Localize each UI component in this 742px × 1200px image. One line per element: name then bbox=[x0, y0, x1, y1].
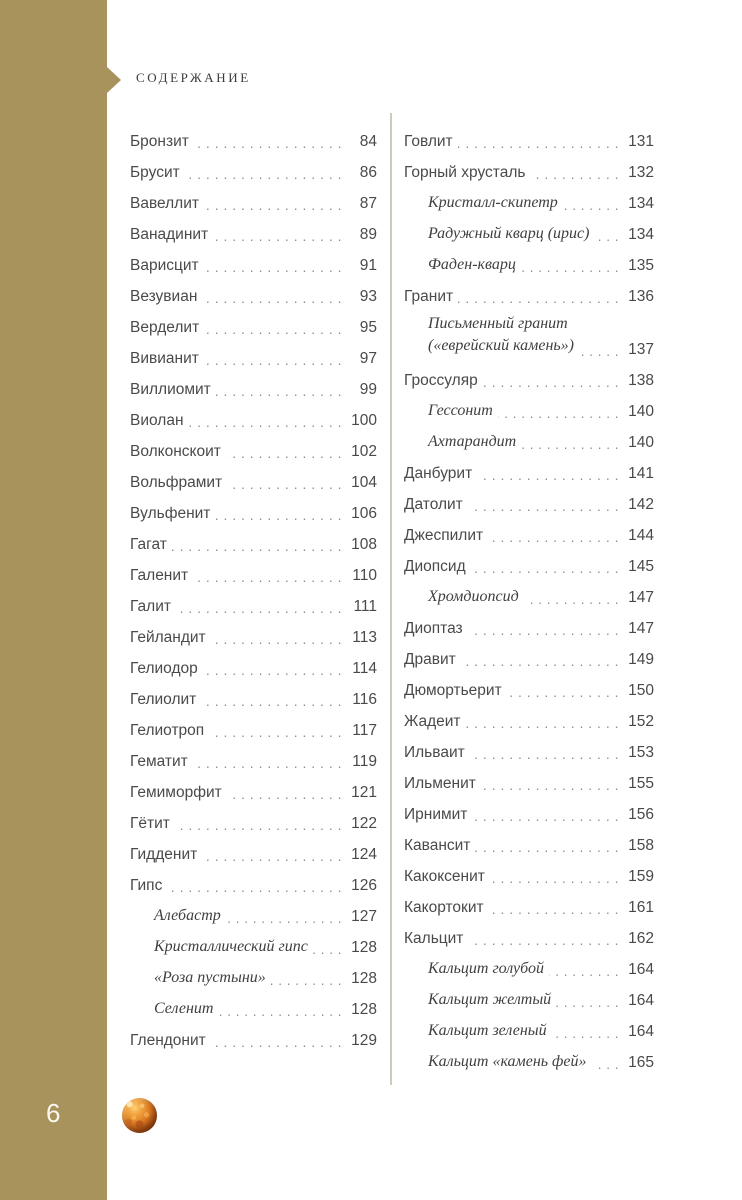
dot-leader bbox=[203, 660, 342, 676]
dot-leader bbox=[193, 753, 342, 769]
toc-entry-wrap bbox=[428, 313, 654, 357]
dot-leader bbox=[556, 992, 619, 1008]
toc-entry[interactable] bbox=[130, 521, 377, 552]
toc-entry-page: 104 bbox=[351, 473, 377, 491]
toc-entry[interactable] bbox=[404, 357, 654, 388]
toc-entry-page: 119 bbox=[352, 752, 377, 770]
toc-entry[interactable] bbox=[404, 118, 654, 149]
toc-entry-title: Гранит bbox=[404, 287, 454, 305]
dot-leader bbox=[189, 412, 342, 428]
toc-entry-title: «Роза пустыни» bbox=[154, 969, 266, 986]
dot-leader bbox=[202, 846, 342, 862]
toc-entry-page: 150 bbox=[628, 681, 654, 699]
toc-entry[interactable] bbox=[404, 977, 654, 1008]
toc-entry[interactable] bbox=[130, 552, 377, 583]
toc-entry-page: 124 bbox=[351, 845, 377, 863]
toc-entry-page: 106 bbox=[351, 504, 377, 522]
toc-entry[interactable] bbox=[404, 822, 654, 853]
toc-entry[interactable] bbox=[130, 490, 377, 521]
dot-leader bbox=[215, 505, 342, 521]
toc-entry[interactable] bbox=[130, 831, 377, 862]
dot-leader bbox=[176, 598, 342, 614]
dot-leader bbox=[470, 744, 619, 760]
toc-entry[interactable] bbox=[130, 955, 377, 986]
dot-leader bbox=[218, 1001, 342, 1017]
dot-leader bbox=[172, 536, 342, 552]
dot-leader bbox=[507, 682, 619, 698]
toc-entry[interactable] bbox=[130, 242, 377, 273]
toc-entry-page: 102 bbox=[351, 442, 377, 460]
column-divider bbox=[390, 113, 392, 1085]
toc-entry[interactable] bbox=[130, 614, 377, 645]
toc-entry-title: Вавеллит bbox=[130, 194, 199, 212]
toc-entry-page: 137 bbox=[628, 340, 654, 358]
toc-entry[interactable] bbox=[130, 924, 377, 955]
toc-entry-page: 164 bbox=[628, 991, 654, 1009]
toc-entry-page: 113 bbox=[352, 628, 377, 646]
toc-entry[interactable] bbox=[404, 419, 654, 450]
toc-entry-title: Какортокит bbox=[404, 898, 484, 916]
toc-entry-page: 149 bbox=[628, 650, 654, 668]
page-number: 6 bbox=[46, 1098, 61, 1128]
toc-entry[interactable] bbox=[130, 800, 377, 831]
dot-leader bbox=[552, 1023, 619, 1039]
toc-entry[interactable] bbox=[404, 273, 654, 304]
toc-entry[interactable] bbox=[130, 676, 377, 707]
toc-entry-title: Глендонит bbox=[130, 1031, 206, 1049]
toc-entry-page: 136 bbox=[628, 287, 654, 305]
dot-leader bbox=[202, 288, 342, 304]
toc-entry[interactable] bbox=[130, 986, 377, 1017]
toc-entry-title: Дравит bbox=[404, 650, 456, 668]
toc-entry-title: Гагат bbox=[130, 535, 167, 553]
dot-leader bbox=[209, 722, 342, 738]
toc-entry-title: Гелиодор bbox=[130, 659, 198, 677]
toc-entry[interactable] bbox=[130, 738, 377, 769]
toc-entry-page: 134 bbox=[628, 194, 654, 212]
toc-entry-title: Кавансит bbox=[404, 836, 471, 854]
toc-entry-page: 100 bbox=[351, 411, 377, 429]
toc-entry-page: 159 bbox=[628, 867, 654, 885]
toc-entry-page: 147 bbox=[628, 619, 654, 637]
toc-entry-title: Горный хрусталь bbox=[404, 163, 526, 181]
toc-entry[interactable] bbox=[130, 397, 377, 428]
toc-entry-line2 bbox=[428, 335, 654, 357]
dot-leader bbox=[226, 908, 342, 924]
toc-entry[interactable] bbox=[404, 915, 654, 946]
dot-leader bbox=[475, 837, 619, 853]
toc-entry-title: Гелиотроп bbox=[130, 721, 205, 739]
dot-leader bbox=[271, 970, 342, 986]
dot-leader bbox=[194, 133, 342, 149]
toc-entry-page: 145 bbox=[628, 557, 654, 575]
dot-leader bbox=[204, 350, 342, 366]
toc-entry[interactable] bbox=[130, 1017, 377, 1048]
toc-entry-page: 161 bbox=[628, 898, 654, 916]
toc-entry-title: Виллиомит bbox=[130, 380, 211, 398]
toc-entry-page: 111 bbox=[353, 597, 377, 615]
toc-entry-page: 156 bbox=[628, 805, 654, 823]
toc-entry-title: Алебастр bbox=[154, 907, 221, 924]
toc-entry-title: Какоксенит bbox=[404, 867, 485, 885]
toc-entry-title: Датолит bbox=[404, 495, 463, 513]
toc-entry-title: Гётит bbox=[130, 814, 170, 832]
toc-entry-page: 153 bbox=[628, 743, 654, 761]
toc-entry-page: 152 bbox=[628, 712, 654, 730]
toc-entry-page: 128 bbox=[351, 938, 377, 956]
dot-leader bbox=[213, 226, 342, 242]
toc-entry-page: 97 bbox=[359, 349, 377, 367]
toc-entry[interactable] bbox=[404, 1039, 654, 1070]
toc-entry-title: Диоптаз bbox=[404, 619, 463, 637]
toc-entry-title: Гессонит bbox=[428, 402, 493, 419]
toc-entry[interactable] bbox=[404, 636, 654, 667]
toc-entry[interactable] bbox=[130, 862, 377, 893]
toc-entry-title: Письменный гранит bbox=[428, 314, 568, 332]
toc-entry-title-continued: («еврейский камень») bbox=[428, 336, 575, 354]
toc-entry[interactable] bbox=[404, 853, 654, 884]
toc-entry-title: Данбурит bbox=[404, 464, 473, 482]
toc-entry-title: Ахтарандит bbox=[428, 433, 517, 450]
toc-entry[interactable] bbox=[130, 459, 377, 490]
toc-entry-title: Гидденит bbox=[130, 845, 198, 863]
dot-leader bbox=[468, 930, 619, 946]
toc-entry-title: Галит bbox=[130, 597, 171, 615]
toc-entry-title: Кальцит зеленый bbox=[428, 1022, 547, 1039]
dot-leader bbox=[204, 195, 342, 211]
toc-entry-title: Ильваит bbox=[404, 743, 465, 761]
toc-entry[interactable] bbox=[404, 180, 654, 211]
dot-leader bbox=[204, 257, 342, 273]
toc-entry-title: Кристалл-скипетр bbox=[428, 194, 558, 211]
toc-entry[interactable] bbox=[404, 884, 654, 915]
toc-entry[interactable] bbox=[404, 512, 654, 543]
toc-entry-page: 127 bbox=[351, 907, 377, 925]
toc-entry-title: Вивианит bbox=[130, 349, 199, 367]
toc-entry[interactable] bbox=[130, 180, 377, 211]
toc-entry-title: Везувиан bbox=[130, 287, 198, 305]
toc-entry-title: Селенит bbox=[154, 1000, 214, 1017]
dot-leader bbox=[201, 691, 342, 707]
dot-leader bbox=[211, 1032, 342, 1048]
dot-leader bbox=[216, 381, 342, 397]
dot-leader bbox=[594, 226, 619, 242]
toc-entry[interactable] bbox=[130, 583, 377, 614]
toc-entry-page: 135 bbox=[628, 256, 654, 274]
toc-column-right bbox=[404, 118, 654, 1070]
toc-entry[interactable] bbox=[404, 149, 654, 180]
toc-entry-title: Говлит bbox=[404, 132, 453, 150]
toc-entry-title: Джеспилит bbox=[404, 526, 484, 544]
dot-leader bbox=[185, 164, 342, 180]
dot-leader bbox=[483, 372, 619, 388]
toc-entry-title: Брусит bbox=[130, 163, 180, 181]
toc-entry-page: 84 bbox=[359, 132, 377, 150]
dot-leader bbox=[468, 620, 619, 636]
dot-leader bbox=[167, 877, 342, 893]
toc-entry[interactable] bbox=[404, 791, 654, 822]
dot-leader bbox=[524, 589, 619, 605]
toc-entry-title: Фаден-кварц bbox=[428, 256, 516, 273]
toc-entry[interactable] bbox=[404, 729, 654, 760]
toc-entry-title: Дюмортьерит bbox=[404, 681, 502, 699]
dot-leader bbox=[592, 1054, 619, 1070]
toc-entry-page: 162 bbox=[628, 929, 654, 947]
dot-leader bbox=[488, 527, 619, 543]
toc-entry-title: Виолан bbox=[130, 411, 184, 429]
dot-leader bbox=[521, 434, 619, 450]
toc-entry-page: 126 bbox=[351, 876, 377, 894]
toc-entry-page: 132 bbox=[628, 163, 654, 181]
toc-entry[interactable] bbox=[404, 481, 654, 512]
toc-entry-title: Гелиолит bbox=[130, 690, 197, 708]
toc-entry-page: 116 bbox=[352, 690, 377, 708]
toc-entry[interactable] bbox=[130, 211, 377, 242]
toc-entry[interactable] bbox=[404, 543, 654, 574]
toc-entry-page: 158 bbox=[628, 836, 654, 854]
dot-leader bbox=[211, 629, 342, 645]
dot-leader bbox=[579, 341, 619, 357]
toc-entry-page: 89 bbox=[359, 225, 377, 243]
toc-entry-page: 117 bbox=[352, 721, 377, 739]
toc-entry-page: 110 bbox=[352, 566, 377, 584]
toc-entry-page: 108 bbox=[351, 535, 377, 553]
toc-entry-page: 99 bbox=[359, 380, 377, 398]
dot-leader bbox=[477, 465, 619, 481]
toc-entry-title: Гроссуляр bbox=[404, 371, 478, 389]
toc-entry-title: Кристаллический гипс bbox=[154, 938, 308, 955]
dot-leader bbox=[471, 558, 619, 574]
toc-entry[interactable] bbox=[130, 893, 377, 924]
dot-leader bbox=[175, 815, 342, 831]
toc-entry[interactable] bbox=[404, 1008, 654, 1039]
toc-entry-page: 121 bbox=[351, 783, 377, 801]
dot-leader bbox=[549, 961, 619, 977]
toc-entry[interactable] bbox=[130, 428, 377, 459]
page-title: СОДЕРЖАНИЕ bbox=[136, 70, 251, 85]
toc-entry-title: Хромдиопсид bbox=[428, 588, 519, 605]
toc-entry[interactable] bbox=[404, 242, 654, 273]
toc-entry[interactable] bbox=[404, 388, 654, 419]
toc-entry[interactable] bbox=[130, 304, 377, 335]
toc-entry-title: Бронзит bbox=[130, 132, 189, 150]
toc-entry-title: Гейландит bbox=[130, 628, 206, 646]
toc-entry-title: Ирнимит bbox=[404, 805, 468, 823]
dot-leader bbox=[458, 133, 619, 149]
toc-entry[interactable] bbox=[130, 645, 377, 676]
dot-leader bbox=[193, 567, 342, 583]
dot-leader bbox=[481, 775, 619, 791]
dot-leader bbox=[521, 257, 619, 273]
dot-leader bbox=[466, 713, 619, 729]
toc-entry-page: 91 bbox=[359, 256, 377, 274]
toc-entry-page: 147 bbox=[628, 588, 654, 606]
dot-leader bbox=[498, 403, 619, 419]
toc-entry-page: 131 bbox=[628, 132, 654, 150]
toc-entry[interactable] bbox=[404, 698, 654, 729]
toc-entry[interactable] bbox=[404, 760, 654, 791]
toc-entry-title: Кальцит bbox=[404, 929, 464, 947]
stone-bullet-icon bbox=[122, 1098, 157, 1133]
toc-entry[interactable] bbox=[130, 273, 377, 304]
toc-entry-page: 87 bbox=[359, 194, 377, 212]
toc-entry[interactable] bbox=[404, 605, 654, 636]
dot-leader bbox=[227, 474, 342, 490]
toc-entry-title: Кальцит желтый bbox=[428, 991, 552, 1008]
toc-entry[interactable] bbox=[404, 946, 654, 977]
toc-entry-page: 114 bbox=[352, 659, 377, 677]
toc-entry-page: 95 bbox=[359, 318, 377, 336]
toc-entry-page: 138 bbox=[628, 371, 654, 389]
toc-entry-title: Вульфенит bbox=[130, 504, 211, 522]
toc-entry-title: Кальцит голубой bbox=[428, 960, 544, 977]
toc-entry-title: Ильменит bbox=[404, 774, 476, 792]
toc-entry-title: Гипс bbox=[130, 876, 163, 894]
toc-entry-page: 144 bbox=[628, 526, 654, 544]
toc-entry[interactable] bbox=[404, 450, 654, 481]
toc-entry-title: Верделит bbox=[130, 318, 200, 336]
toc-entry-title: Жадеит bbox=[404, 712, 461, 730]
toc-entry-page: 128 bbox=[351, 1000, 377, 1018]
dot-leader bbox=[489, 899, 619, 915]
dot-leader bbox=[313, 939, 342, 955]
toc-entry-page: 164 bbox=[628, 960, 654, 978]
toc-entry-page: 142 bbox=[628, 495, 654, 513]
toc-entry-page: 165 bbox=[628, 1053, 654, 1071]
toc-entry[interactable] bbox=[404, 304, 654, 357]
toc-entry-page: 140 bbox=[628, 433, 654, 451]
toc-entry-title: Галенит bbox=[130, 566, 189, 584]
toc-entry-title: Ванадинит bbox=[130, 225, 209, 243]
dot-leader bbox=[461, 651, 619, 667]
dot-leader bbox=[227, 784, 342, 800]
dot-leader bbox=[530, 164, 619, 180]
toc-entry[interactable] bbox=[404, 211, 654, 242]
toc-entry-title: Вольфрамит bbox=[130, 473, 223, 491]
toc-entry-title: Кальцит «камень фей» bbox=[428, 1053, 587, 1070]
dot-leader bbox=[472, 806, 619, 822]
toc-entry-page: 141 bbox=[628, 464, 654, 482]
toc-column-left bbox=[130, 118, 377, 1048]
toc-entry-page: 129 bbox=[351, 1031, 377, 1049]
toc-entry-page: 134 bbox=[628, 225, 654, 243]
toc-entry[interactable] bbox=[130, 707, 377, 738]
dot-leader bbox=[490, 868, 619, 884]
toc-entry-title: Варисцит bbox=[130, 256, 199, 274]
toc-entry-page: 155 bbox=[628, 774, 654, 792]
toc-entry-page: 93 bbox=[359, 287, 377, 305]
toc-entry-title: Диопсид bbox=[404, 557, 466, 575]
toc-entry-title: Гематит bbox=[130, 752, 188, 770]
toc-entry-page: 86 bbox=[359, 163, 377, 181]
toc-entry[interactable] bbox=[404, 667, 654, 698]
toc-entry[interactable] bbox=[130, 335, 377, 366]
toc-entry[interactable] bbox=[404, 574, 654, 605]
toc-entry-page: 122 bbox=[351, 814, 377, 832]
toc-entry-page: 128 bbox=[351, 969, 377, 987]
dot-leader bbox=[563, 195, 619, 211]
toc-entry-title: Радужный кварц (ирис) bbox=[428, 225, 590, 242]
dot-leader bbox=[226, 443, 342, 459]
toc-entry[interactable] bbox=[130, 118, 377, 149]
toc-entry-title: Гемиморфит bbox=[130, 783, 222, 801]
toc-entry-page: 164 bbox=[628, 1022, 654, 1040]
toc-entry[interactable] bbox=[130, 149, 377, 180]
toc-entry-title: Волконскоит bbox=[130, 442, 221, 460]
toc-entry[interactable] bbox=[130, 366, 377, 397]
dot-leader bbox=[468, 496, 619, 512]
dot-leader bbox=[204, 319, 342, 335]
dot-leader bbox=[458, 288, 619, 304]
toc-entry[interactable] bbox=[130, 769, 377, 800]
toc-entry-page: 140 bbox=[628, 402, 654, 420]
